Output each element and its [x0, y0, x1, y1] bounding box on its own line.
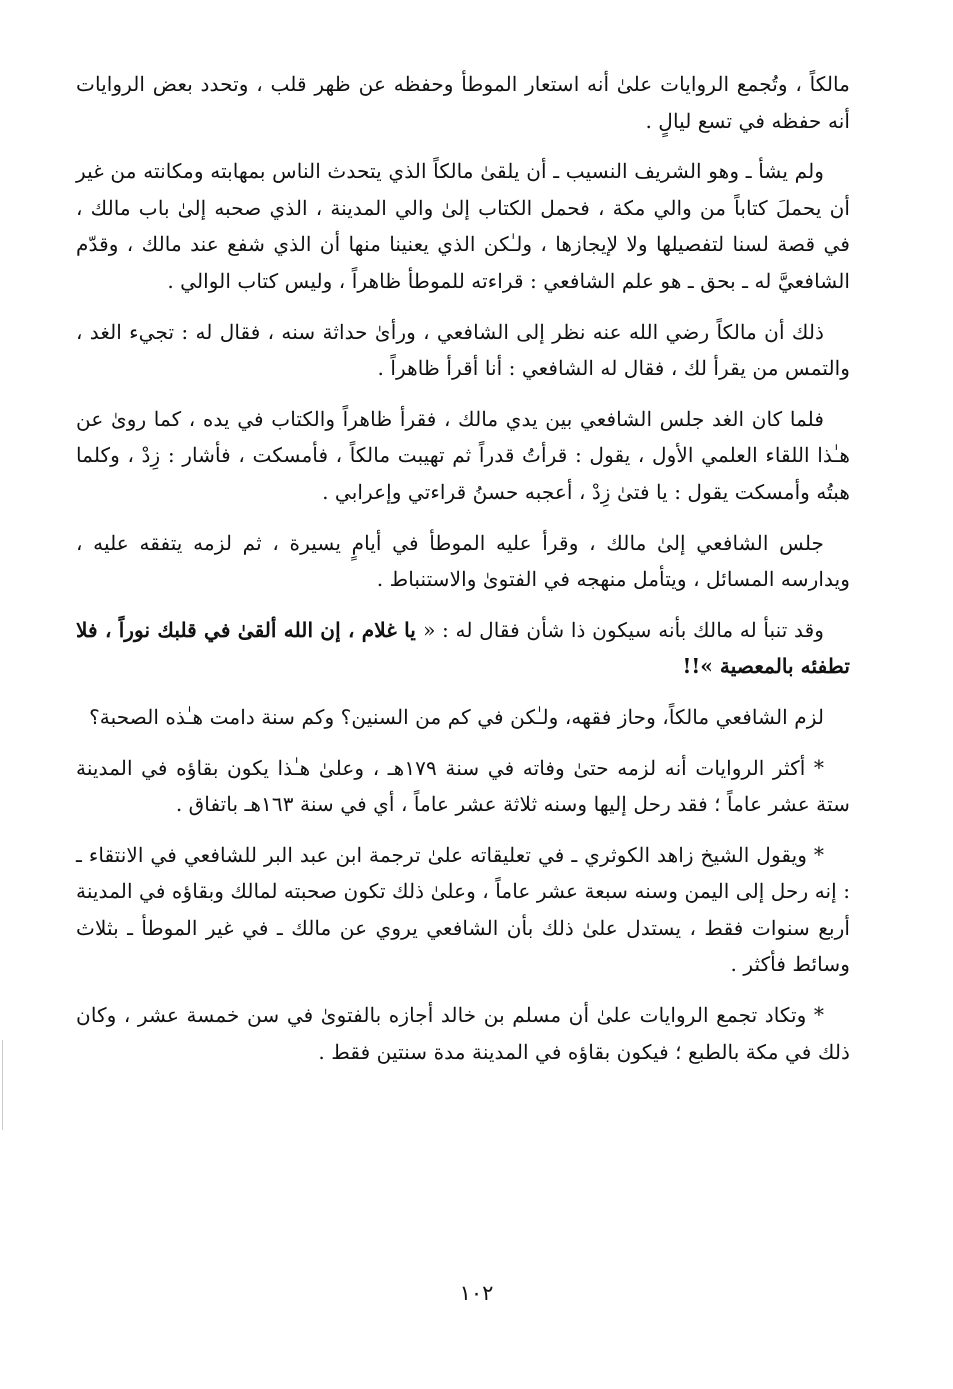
malik-quote: يا غلام ، إن الله ألقىٰ في قلبك نوراً ، فلا تطفئه بالمعصية »!!: [76, 617, 850, 679]
page-body: [76, 66, 850, 1084]
page-number: ١٠٢: [459, 1281, 494, 1305]
quote-intro: وقد تنبأ له مالك بأنه سيكون ذا شأن فقال له : «: [423, 617, 824, 642]
paragraph: جلس الشافعي إلىٰ مالك ، وقرأ عليه الموطأ في أيامٍ يسيرة ، ثم لزمه يتفقه عليه ، ويدارسه المسائل ، ويتأمل منهجه في الفتوىٰ والاستنباط .: [76, 530, 850, 592]
paragraph: ولم يشأ ـ وهو الشريف النسيب ـ أن يلقىٰ مالكاً الذي يتحدث الناس بمهابته ومكانته من غير أن يحملَ كتاباً من والي مكة ، فحمل الكتاب إلىٰ والي المدينة ، الذي صحبه إلىٰ باب مالك ، في قصة لسنا لتفصيلها ولا لإيجازها ، ولـٰكن الذي يعنينا منها أن الذي شفع عند مالك ، وقدّم الشافعيَّ له ـ بحق ـ هو علم الشافعي : قراءته للموطأ ظاهراً ، وليس كتاب الوالي .: [76, 159, 850, 293]
bullet-paragraph: * وتكاد تجمع الروايات علىٰ أن مسلم بن خالد أجازه بالفتوىٰ في سن خمسة عشر ، وكان ذلك في مكة بالطبع ؛ فيكون بقاؤه في المدينة مدة سنتين فقط .: [76, 1003, 850, 1064]
paragraph: لزم الشافعي مالكاً، وحاز فقهه، ولـٰكن في كم من السنين؟ وكم سنة دامت هـٰذه الصحبة؟: [89, 704, 824, 729]
paragraph: فلما كان الغد جلس الشافعي بين يدي مالك ، فقرأ ظاهراً والكتاب في يده ، كما روىٰ عن هـٰذا اللقاء العلمي الأول ، يقول : قرأتُ قدراً ثم تهيبت مالكاً ، فأمسكت ، فأشار : زِدْ ، وكلما هبتُه وأمسكت يقول : يا فتىٰ زِدْ ، أعجبه حسنُ قراءتي وإعرابي .: [76, 406, 850, 504]
bullet-paragraph: * أكثر الروايات أنه لزمه حتىٰ وفاته في سنة ١٧٩هـ ، وعلىٰ هـٰذا يكون بقاؤه في المدينة ستة عشر عاماً ؛ فقد رحل إليها وسنه ثلاثة عشر عاماً ، أي في سنة ١٦٣هـ باتفاق .: [76, 755, 850, 817]
paragraph-with-quote: [76, 612, 850, 685]
bullet-paragraph: * ويقول الشيخ زاهد الكوثري ـ في تعليقاته علىٰ ترجمة ابن عبد البر للشافعي في الانتقاء ـ : إنه رحل إلى اليمن وسنه سبعة عشر عاماً ، وعلىٰ ذلك تكون صحبته لمالك وبقاؤه في المدينة أربع سنوات فقط ، يستدل علىٰ ذلك بأن الشافعي يروي عن مالك ـ في غير الموطأ ـ بثلاث وسائط فأكثر .: [76, 842, 850, 977]
paragraph: ذلك أن مالكاً رضي الله عنه نظر إلى الشافعي ، ورأىٰ حداثة سنه ، فقال له : تجيء الغد ، والتمس من يقرأ لك ، فقال له الشافعي : أنا أقرأ ظاهراً .: [76, 319, 850, 381]
margin-mark: [2, 1040, 3, 1130]
paragraph: مالكاً ، وتُجمع الروايات علىٰ أنه استعار الموطأ وحفظه عن ظهر قلب ، وتحدد بعض الروايات أنه حفظه في تسع ليالٍ .: [76, 72, 850, 133]
